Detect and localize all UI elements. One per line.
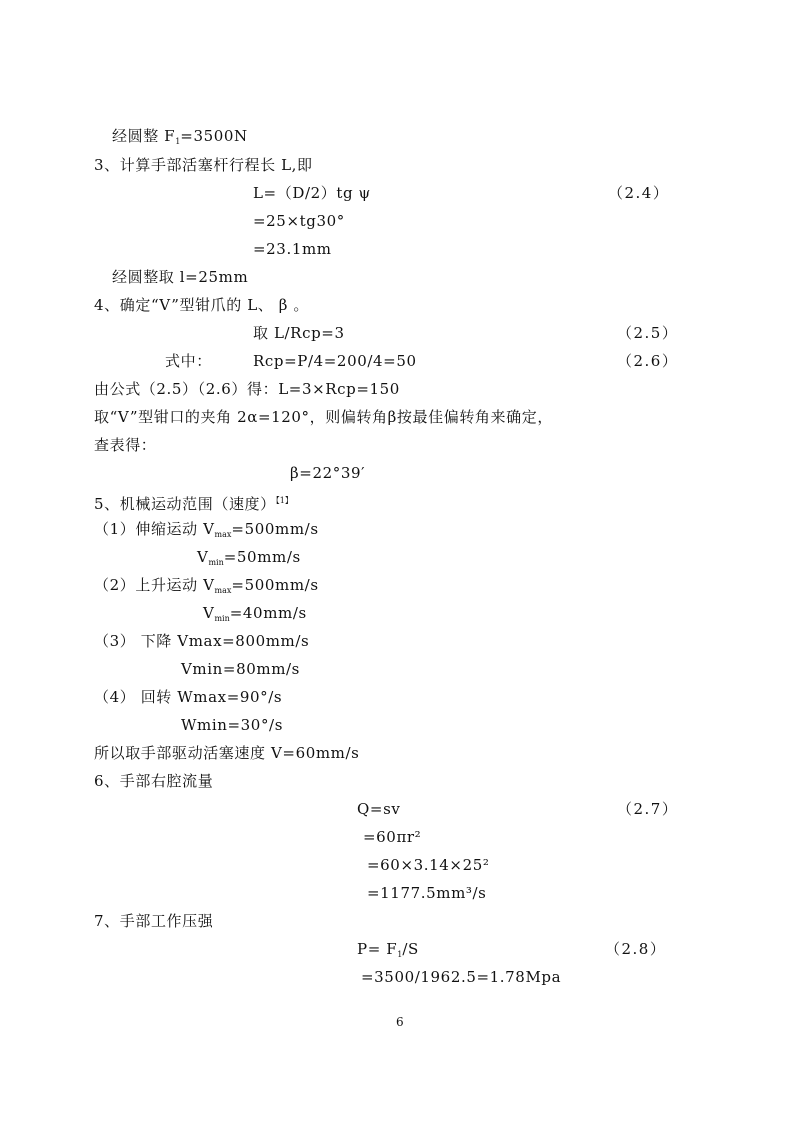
text-line-rounded-force	[112, 126, 248, 152]
reference-superscript: 【1】	[275, 496, 293, 505]
equation-number: （2.5）	[617, 324, 679, 342]
formula-line: Q=sv	[357, 800, 401, 818]
text-segment: P= F	[357, 940, 398, 958]
subscript: min	[214, 614, 230, 623]
formula-line: =60×3.14×25²	[367, 856, 490, 874]
equation-number: （2.8）	[605, 940, 667, 958]
formula-line: Rcp=P/4=200/4=50	[253, 352, 417, 370]
formula-line	[357, 939, 419, 965]
text-line	[94, 519, 319, 545]
section-heading-4: 4、确定“V”型钳爪的 L、 β 。	[94, 296, 310, 314]
text-line	[94, 575, 319, 601]
formula-line: L=（D/2）tg ψ	[253, 184, 371, 202]
text-line: Wmin=30°/s	[181, 716, 284, 734]
text-line: 经圆整取 l=25mm	[112, 268, 249, 286]
subscript: max	[214, 530, 232, 539]
text-label: 式中：	[165, 352, 212, 370]
text-line: （4） 回转 Wmax=90°/s	[94, 688, 283, 706]
subscript: 1	[397, 950, 403, 959]
formula-line: =25×tg30°	[253, 212, 345, 230]
formula-line: =1177.5mm³/s	[367, 884, 487, 902]
subscript: min	[208, 558, 224, 567]
text-line: 所以取手部驱动活塞速度 V=60mm/s	[94, 744, 360, 762]
text-line: 由公式（2.5）（2.6）得：L=3×Rcp=150	[94, 380, 400, 398]
text-line: 取“V”型钳口的夹角 2α=120°，则偏转角β按最佳偏转角来确定，	[94, 408, 553, 426]
section-heading-7: 7、手部工作压强	[94, 912, 214, 930]
text-line: 查表得：	[94, 436, 157, 454]
section-heading-5	[94, 491, 293, 514]
subscript: 1	[175, 137, 181, 146]
text-segment: =3500N	[180, 127, 248, 145]
text-segment: V	[203, 604, 215, 622]
text-segment: 经圆整 F	[112, 127, 176, 145]
text-segment: =40mm/s	[229, 604, 307, 622]
equation-number: （2.4）	[608, 184, 670, 202]
text-segment: （2）上升运动 V	[94, 576, 215, 594]
formula-line: β=22°39′	[290, 464, 366, 482]
section-heading-6: 6、手部右腔流量	[94, 772, 214, 790]
formula-line: =3500/1962.5=1.78Mpa	[361, 968, 562, 986]
text-segment: =50mm/s	[223, 548, 301, 566]
text-segment: =500mm/s	[231, 520, 319, 538]
subscript: max	[214, 586, 232, 595]
page-number: 6	[396, 1015, 404, 1029]
section-heading-3: 3、计算手部活塞杆行程长 L,即	[94, 156, 313, 174]
text-line: Vmin=80mm/s	[181, 660, 300, 678]
text-line	[203, 603, 307, 629]
formula-line: =23.1mm	[253, 240, 332, 258]
text-line	[197, 547, 301, 573]
equation-number: （2.6）	[617, 352, 679, 370]
equation-number: （2.7）	[617, 800, 679, 818]
text-segment: V	[197, 548, 209, 566]
text-segment: 5、机械运动范围（速度）	[94, 495, 276, 513]
formula-line: =60πr²	[363, 828, 422, 846]
text-line: （3） 下降 Vmax=800mm/s	[94, 632, 310, 650]
formula-line: 取 L/Rcp=3	[253, 324, 345, 342]
text-segment: /S	[402, 940, 419, 958]
text-segment: （1）伸缩运动 V	[94, 520, 215, 538]
text-segment: =500mm/s	[231, 576, 319, 594]
